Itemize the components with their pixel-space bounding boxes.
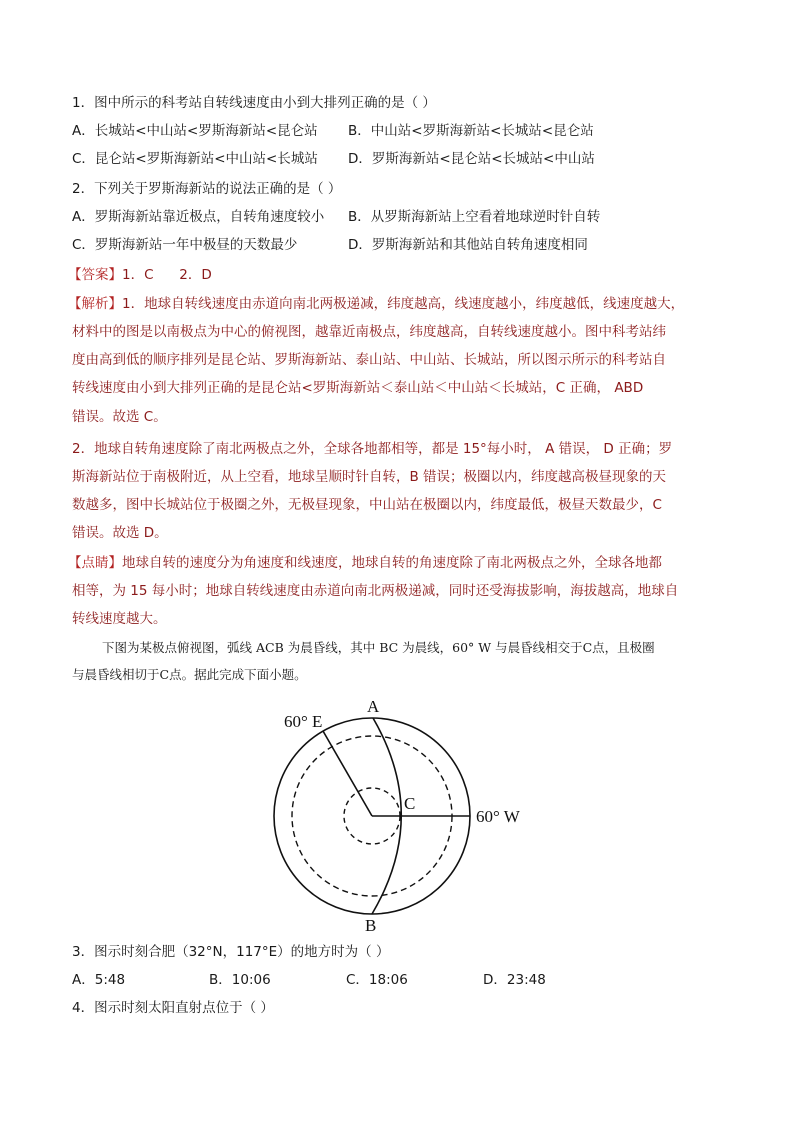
analysis-line-3: 度由高到低的顺序排列是昆仑站、罗斯海新站、泰山站、中山站、长城站，所以图示所示的科考站自 (72, 352, 666, 368)
analysis-line-7: 斯海新站位于南极附近，从上空看，地球呈顺时针自转，B 错误；极圈以内，纬度越高极昼现象的天 (72, 469, 667, 485)
answer-tag: 【答案】 (68, 267, 122, 283)
comment-line-2: 相等，为 15 每小时；地球自转线速度由赤道向南北两极递减，同时还受海拔影响，海拔越高，地球自 (72, 583, 679, 599)
q3-option-d: D．23:48 (483, 972, 546, 988)
analysis-line-5: 错误。故选 C。 (72, 409, 167, 425)
q3-option-b: B．10:06 (209, 972, 271, 988)
q1-option-c: C．昆仑站<罗斯海新站<中山站<长城站 (72, 151, 318, 167)
label-60w: 60° W (476, 807, 520, 826)
analysis-line-2: 材料中的图是以南极点为中心的俯视图，越靠近南极点，纬度越高，自转线速度越小。图中科考站纬 (72, 324, 666, 340)
q2-option-d: D．罗斯海新站和其他站自转角速度相同 (348, 237, 588, 253)
q2-option-c: C．罗斯海新站一年中极昼的天数最少 (72, 237, 298, 253)
q1-option-a: A．长城站<中山站<罗斯海新站<昆仑站 (72, 123, 318, 139)
analysis-tag: 【解析】 (68, 296, 122, 312)
q2-stem: 2．下列关于罗斯海新站的说法正确的是（ ） (72, 181, 342, 197)
comment-line-3: 转线速度越大。 (72, 611, 167, 627)
comment-tag: 【点睛】 (68, 555, 122, 571)
q1-option-b: B．中山站<罗斯海新站<长城站<昆仑站 (348, 123, 594, 139)
label-60e: 60° E (284, 712, 323, 731)
q3-option-a: A．5:48 (72, 972, 126, 988)
label-c: C (404, 794, 416, 813)
q4-stem: 4．图示时刻太阳直射点位于（ ） (72, 1000, 274, 1016)
label-b: B (365, 916, 377, 935)
analysis-line-4: 转线速度由小到大排列正确的是昆仑站<罗斯海新站＜泰山站＜中山站＜长城站，C 正确， ABD (72, 380, 644, 396)
comment-text: 地球自转的速度分为角速度和线速度，地球自转的角速度除了南北两极点之外，全球各地都 (122, 555, 662, 571)
intro-line-1: 下图为某极点俯视图，弧线 ACB 为晨昏线，其中 BC 为晨线，60° W 与晨昏线相交于C点，且极圈 (102, 640, 655, 655)
q1-option-d: D．罗斯海新站<昆仑站<长城站<中山站 (348, 151, 595, 167)
q2-option-a: A．罗斯海新站靠近极点，自转角速度较小 (72, 209, 325, 225)
q1-stem: 1．图中所示的科考站自转线速度由小到大排列正确的是（ ） (72, 95, 436, 111)
answer-text: 1．C 2．D (122, 267, 212, 283)
label-a: A (367, 697, 380, 716)
analysis-line-9: 错误。故选 D。 (72, 525, 168, 541)
intro-line-2: 与晨昏线相切于C点。据此完成下面小题。 (72, 667, 307, 682)
q3-stem: 3．图示时刻合肥（32°N，117°E）的地方时为（ ） (72, 944, 390, 960)
q3-option-c: C．18:06 (346, 972, 408, 988)
analysis-line-6: 2．地球自转角速度除了南北两极点之外，全球各地都相等，都是 15°每小时， A 错误， D 正确；罗 (72, 441, 673, 457)
analysis-line-8: 数越多，图中长城站位于极圈之外，无极昼现象，中山站在极圈以内，纬度最低，极昼天数最少，C (72, 497, 662, 513)
analysis-text: 1．地球自转线速度由赤道向南北两极递减，纬度越高，线速度越小，纬度越低，线速度越大， (122, 296, 685, 312)
q2-option-b: B．从罗斯海新站上空看着地球逆时针自转 (348, 209, 601, 225)
